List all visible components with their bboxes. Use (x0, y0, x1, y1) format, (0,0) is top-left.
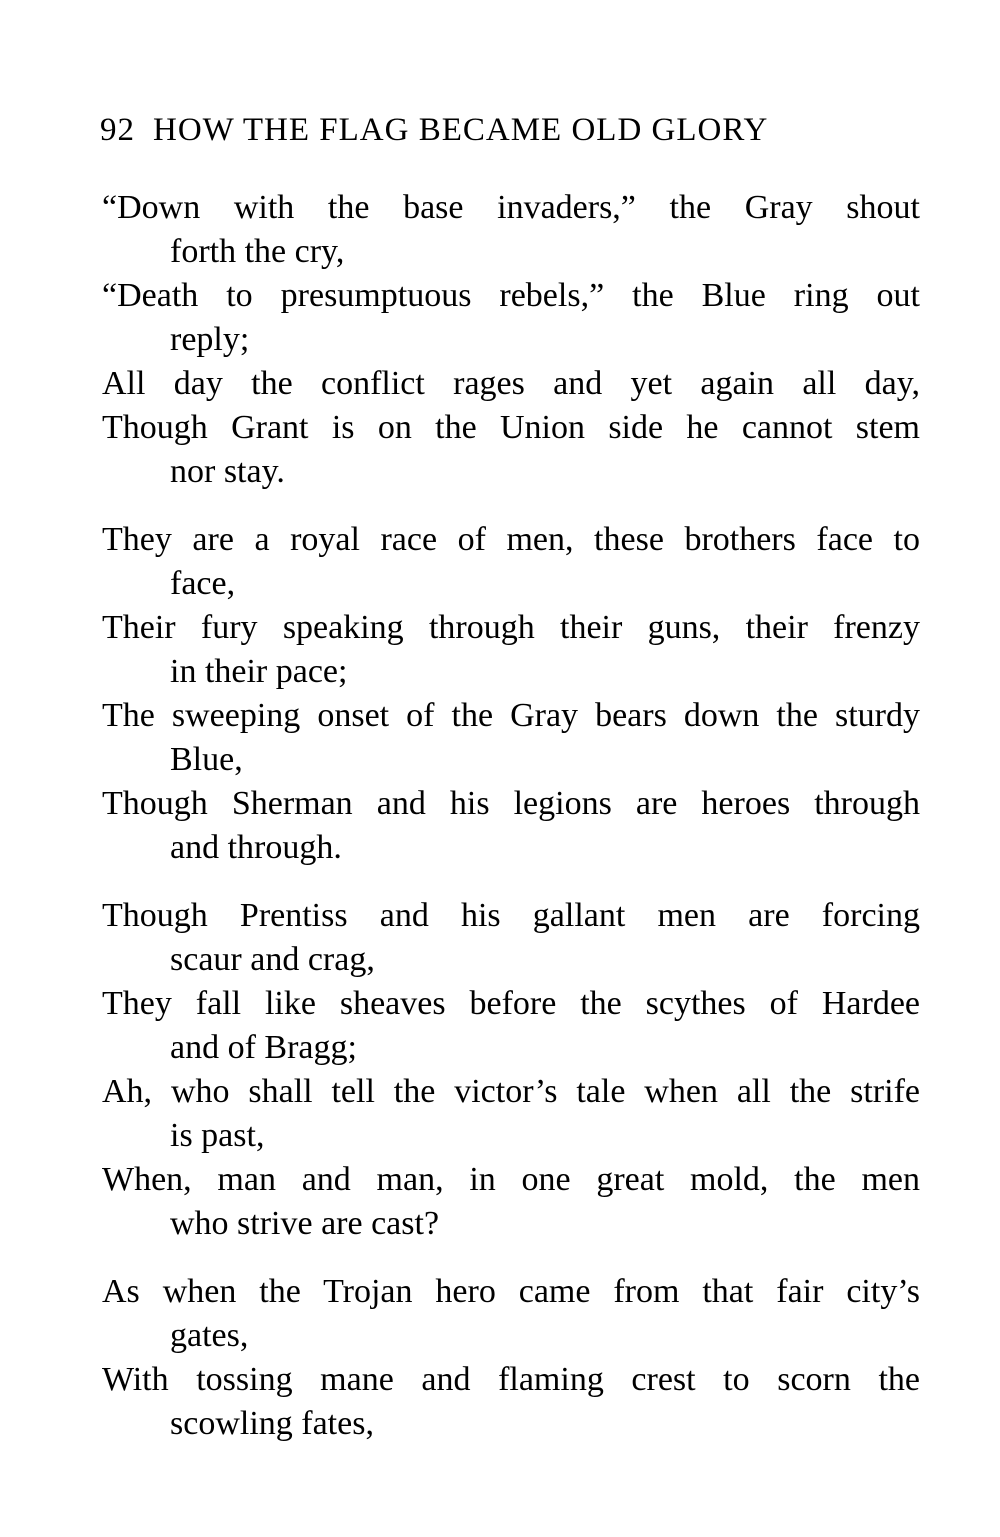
verse-line-continuation: gates, (170, 1317, 249, 1354)
verse-line-continuation: forth the cry, (170, 233, 345, 270)
verse-line-continuation: scaur and crag, (170, 941, 375, 978)
verse-line: Though Sherman and his legions are heroes through (102, 785, 920, 822)
verse-line: Though Prentiss and his gallant men are forcing (102, 897, 920, 934)
page-number: 92 (100, 112, 135, 148)
verse-line: Though Grant is on the Union side he cannot stem (102, 409, 920, 446)
verse-line-continuation: scowling fates, (170, 1405, 374, 1442)
stanza-3 (102, 894, 920, 1246)
verse-line: Their fury speaking through their guns, their frenzy (102, 609, 920, 646)
verse-line: As when the Trojan hero came from that fair city’s (102, 1273, 920, 1310)
verse-line-continuation: in their pace; (170, 653, 348, 690)
verse-line: They are a royal race of men, these brothers face to (102, 521, 920, 558)
verse-line: Ah, who shall tell the victor’s tale when all the strife (102, 1073, 920, 1110)
verse-line-continuation: face, (170, 565, 236, 602)
verse-line-continuation: is past, (170, 1117, 265, 1154)
verse-line: All day the conflict rages and yet again all day, (102, 365, 920, 402)
verse-line: “Death to presumptuous rebels,” the Blue ring out (102, 277, 920, 314)
poem-body (102, 186, 920, 1470)
stanza-4 (102, 1270, 920, 1446)
verse-line: “Down with the base invaders,” the Gray shout (102, 189, 920, 226)
verse-line-continuation: nor stay. (170, 453, 285, 490)
verse-line-continuation: and through. (170, 829, 342, 866)
verse-line: They fall like sheaves before the scythes of Hardee (102, 985, 920, 1022)
running-title: HOW THE FLAG BECAME OLD GLORY (153, 112, 769, 148)
verse-line-continuation: Blue, (170, 741, 243, 778)
verse-line: The sweeping onset of the Gray bears down the sturdy (102, 697, 920, 734)
verse-line-continuation: reply; (170, 321, 250, 358)
verse-line-continuation: and of Bragg; (170, 1029, 357, 1066)
stanza-2 (102, 518, 920, 870)
running-head (100, 112, 900, 149)
stanza-1 (102, 186, 920, 494)
verse-line: With tossing mane and flaming crest to scorn the (102, 1361, 920, 1398)
verse-line: When, man and man, in one great mold, the men (102, 1161, 920, 1198)
verse-line-continuation: who strive are cast? (170, 1205, 440, 1242)
